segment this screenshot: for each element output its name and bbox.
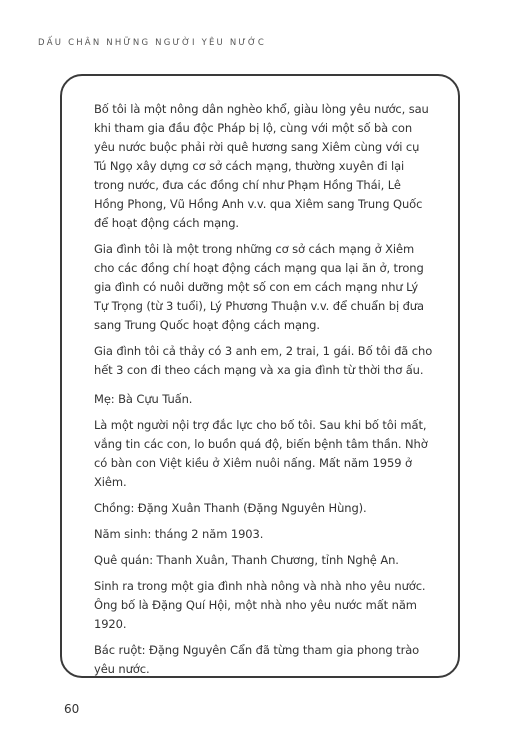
- page-number: 60: [64, 702, 80, 716]
- paragraph-mother-heading: Mẹ: Bà Cựu Tuấn.: [94, 392, 193, 406]
- paragraph-father: Bố tôi là một nông dân nghèo khổ, giàu lòng yêu nước, sau khi tham gia đầu độc Pháp bị lộ, cùng với một số bà con yêu nước buộc phải rời quê hương sang Xiêm cùng với cụ Tú Ngọ xây dựng cơ sở cách mạng, thường xuyên đi lại trong nước, đưa các đồng chí như Phạm Hồng Thái, Lê Hồng Phong, Vũ Hồng Anh v.v. qua Xiêm sang Trung Quốc để hoạt động cách mạng.: [94, 102, 429, 230]
- paragraph-siblings: Gia đình tôi cả thảy có 3 anh em, 2 trai, 1 gái. Bố tôi đã cho hết 3 con đi theo cách mạng và xa gia đình từ thời thơ ấu.: [94, 344, 433, 377]
- paragraph-uncle: Bác ruột: Đặng Nguyên Cẩn đã từng tham gia phong trào yêu nước.: [94, 643, 420, 676]
- paragraph-family-origin: Sinh ra trong một gia đình nhà nông và nhà nho yêu nước. Ông bố là Đặng Quí Hội, một nhà nho yêu nước mất năm 1920.: [94, 579, 426, 631]
- paragraph-husband: Chồng: Đặng Xuân Thanh (Đặng Nguyên Hùng).: [94, 501, 367, 515]
- paragraph-birth-year: Năm sinh: tháng 2 năm 1903.: [94, 527, 264, 541]
- bordered-text-box: [60, 74, 460, 678]
- paragraph-mother: Là một người nội trợ đắc lực cho bố tôi. Sau khi bố tôi mất, vắng tin các con, lo buồn quá độ, biến bệnh tâm thần. Nhờ có bàn con Việt kiều ở Xiêm nuôi nấng. Mất năm 1959 ở Xiêm.: [94, 418, 428, 489]
- paragraph-hometown: Quê quán: Thanh Xuân, Thanh Chương, tỉnh Nghệ An.: [94, 553, 399, 567]
- running-header: DẤU CHÂN NHỮNG NGƯỜI YÊU NƯỚC: [38, 38, 267, 48]
- paragraph-revolutionary-base: Gia đình tôi là một trong những cơ sở cách mạng ở Xiêm cho các đồng chí hoạt động cách mạng qua lại ăn ở, trong gia đình có nuôi dưỡng một số con em cách mạng như Lý Tự Trọng (từ 3 tuổi), Lý Phương Thuận v.v. để chuẩn bị đưa sang Trung Quốc hoạt động cách mạng.: [94, 242, 424, 332]
